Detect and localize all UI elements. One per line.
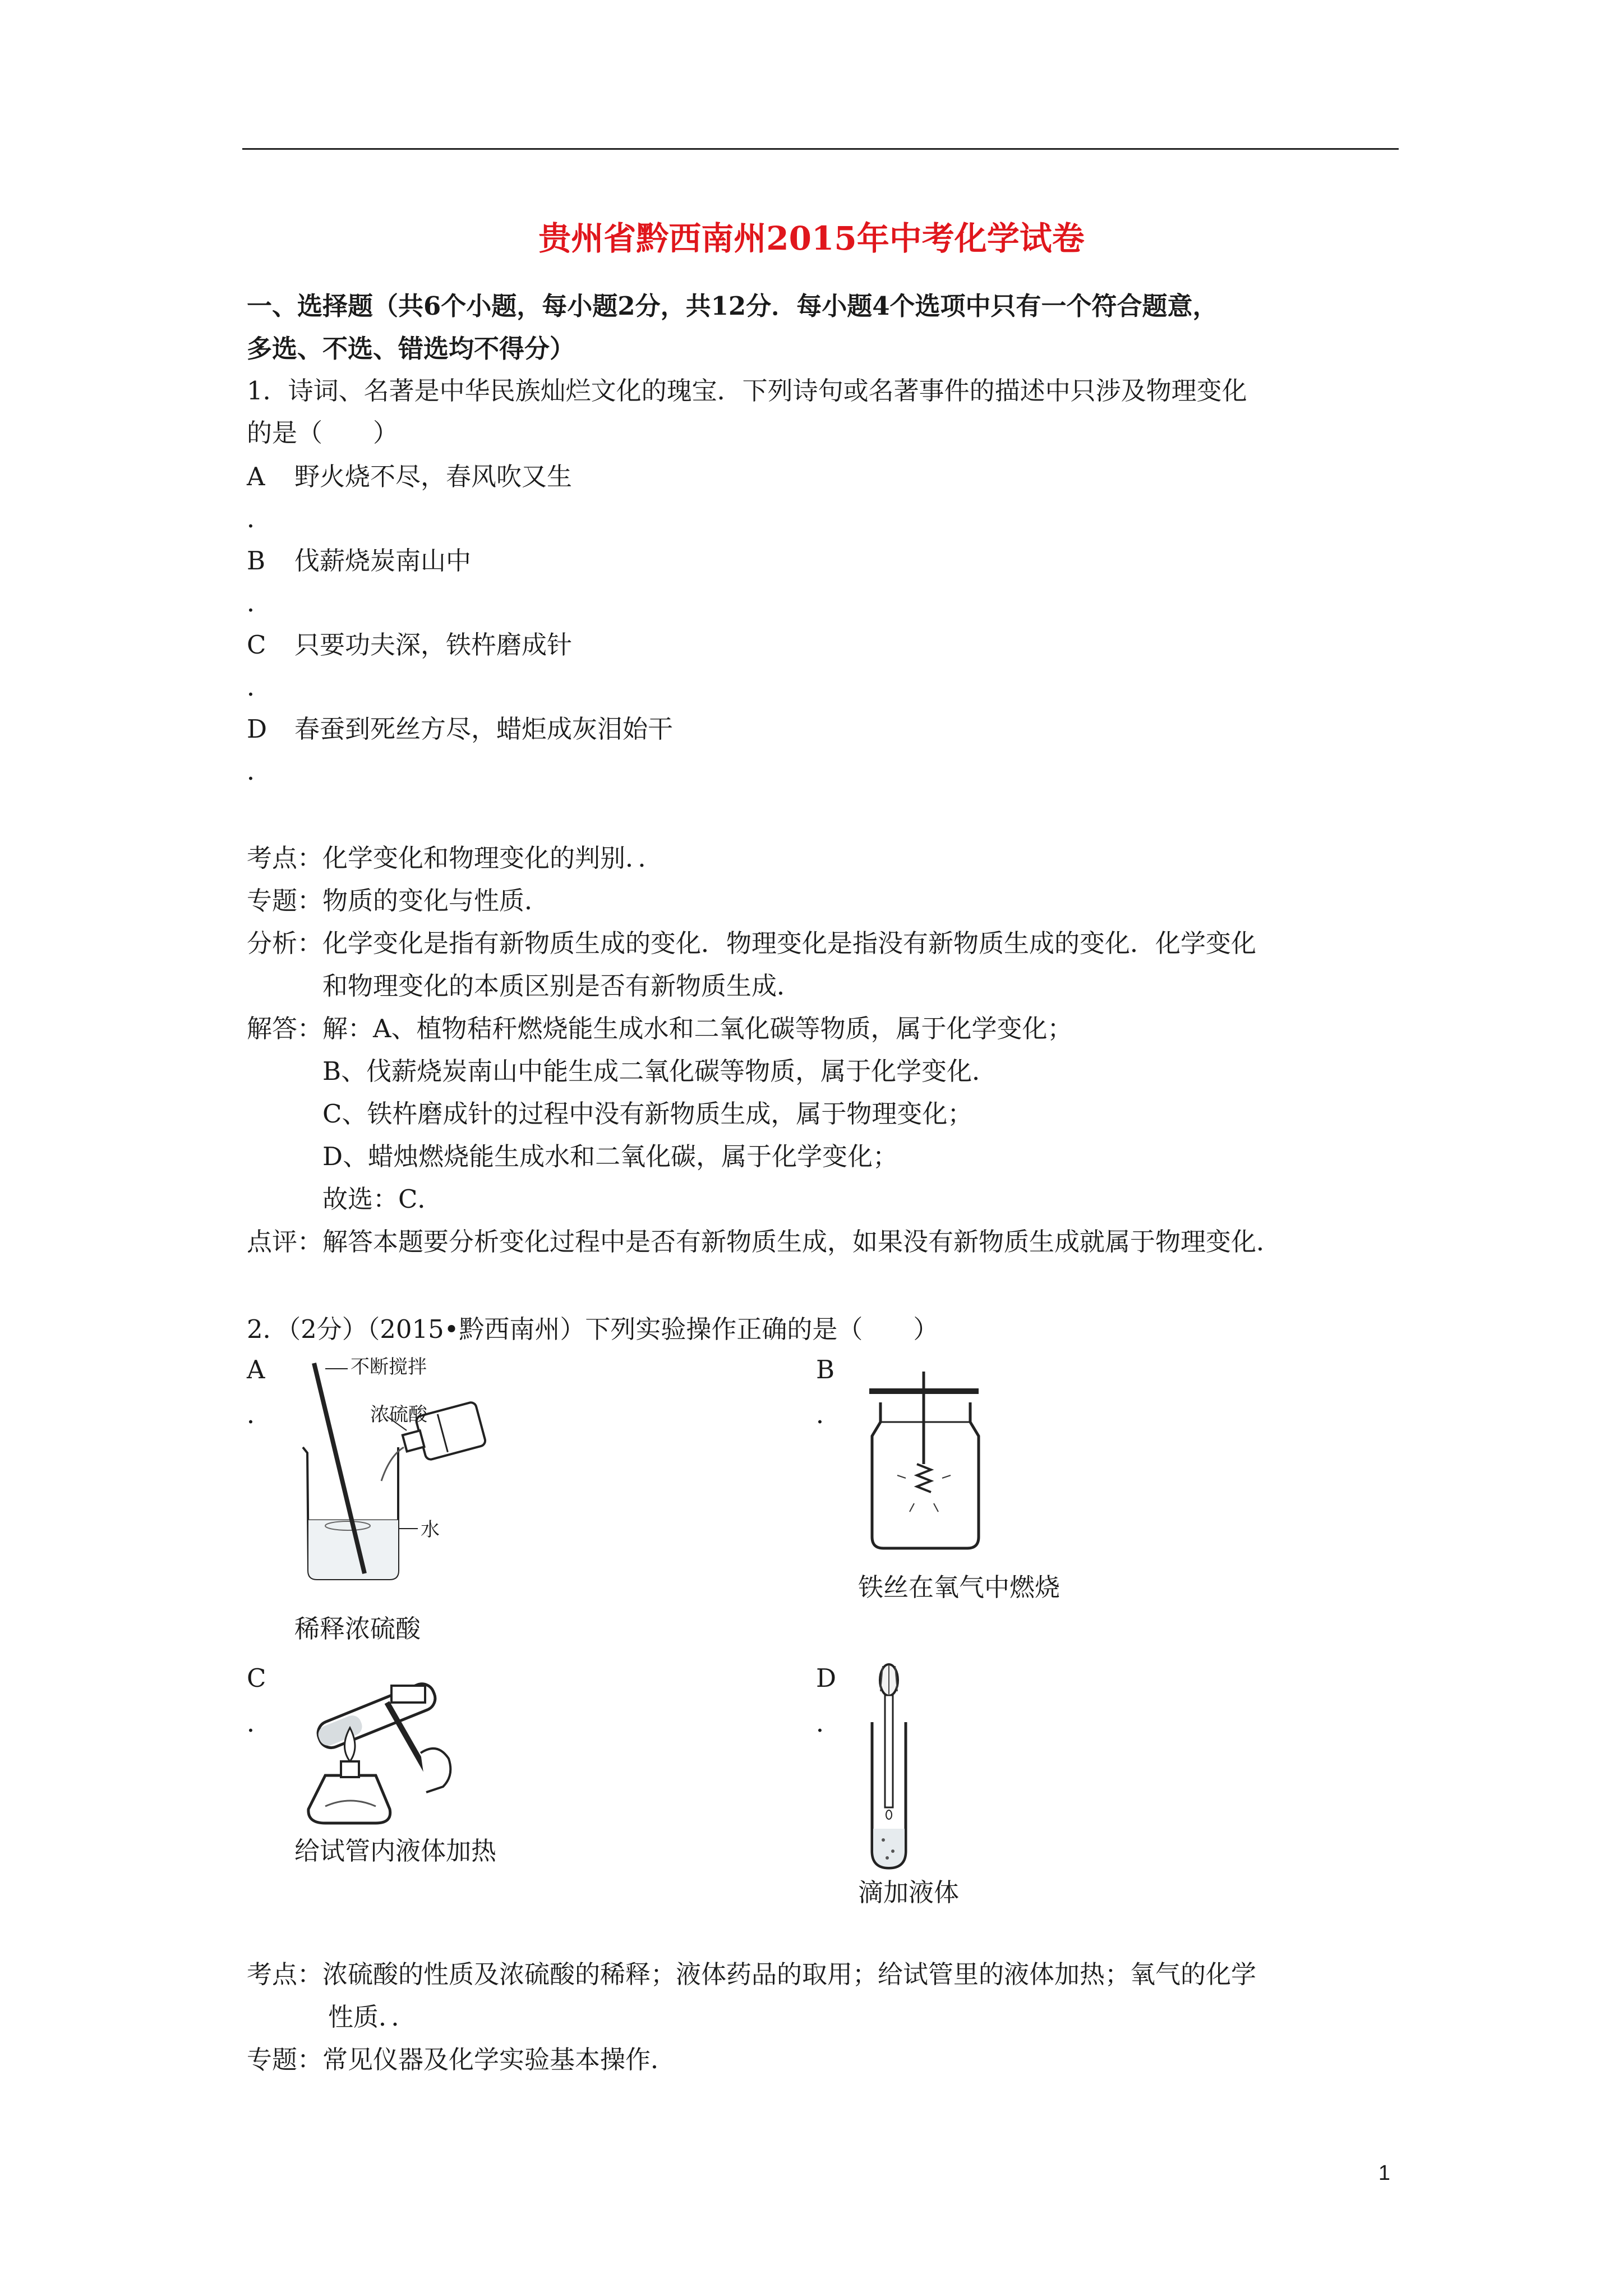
q2-option-d-letter: D	[816, 1663, 837, 1693]
q2-option-b-dot: ．	[816, 1400, 842, 1429]
q2-option-d-caption: 滴加液体	[858, 1878, 960, 1907]
q1-option-d-letter: D	[247, 714, 268, 744]
heat-test-tube-figure	[292, 1663, 477, 1832]
q1-option-a-letter: A	[247, 462, 265, 491]
q1-option-a-dot: ．	[247, 504, 273, 533]
q1-jieda-line2: B、伐薪烧炭南山中能生成二氧化碳等物质，属于化学变化．	[322, 1056, 998, 1086]
q1-option-d-text: 春蚕到死丝方尽，蜡炬成灰泪始干	[294, 714, 674, 744]
q1-jieda-line1: 解答：解：A、植物秸秆燃烧能生成水和二氧化碳等物质，属于化学变化；	[247, 1014, 1073, 1043]
q2-kaodian-line2: 性质．．	[328, 2002, 417, 2032]
q2-option-c-dot: ．	[247, 1708, 273, 1738]
q1-stem-line1: 1．诗词、名著是中华民族灿烂文化的瑰宝．下列诗句或名著事件的描述中只涉及物理变化	[247, 376, 1247, 406]
q1-option-b-letter: B	[247, 546, 266, 576]
q2-option-a-letter: A	[247, 1355, 265, 1384]
drop-liquid-figure	[858, 1660, 920, 1874]
q2-option-a-dot: ．	[247, 1400, 273, 1429]
q1-option-c-letter: C	[247, 630, 266, 660]
q1-jieda-line3: C、铁杵磨成针的过程中没有新物质生成，属于物理变化；	[322, 1099, 973, 1129]
iron-wire-burning-figure	[858, 1369, 987, 1554]
section-heading-line1: 一、选择题（共6个小题，每小题2分，共12分．每小题4个选项中只有一个符合题意，	[247, 291, 1218, 321]
q1-jieda-line4: D、蜡烛燃烧能生成水和二氧化碳，属于化学变化；	[322, 1142, 898, 1171]
section-heading-line2: 多选、不选、错选均不得分）	[247, 334, 575, 364]
page-number: 1	[1378, 2161, 1390, 2185]
q1-option-a-text: 野火烧不尽，春风吹又生	[294, 462, 573, 491]
q1-option-d-dot: ．	[247, 756, 273, 786]
q2-option-c-letter: C	[247, 1663, 266, 1693]
q1-option-b-dot: ．	[247, 588, 273, 618]
q1-zhuanti: 专题：物质的变化与性质．	[247, 886, 550, 915]
q2-stem: 2．（2分）（2015•黔西南州）下列实验操作正确的是（ ）	[247, 1314, 939, 1344]
dilute-sulfuric-acid-figure	[292, 1358, 499, 1593]
q1-kaodian: 考点：化学变化和物理变化的判别．．	[247, 843, 663, 873]
q2-option-b-caption: 铁丝在氧气中燃烧	[858, 1572, 1061, 1602]
q1-option-b-text: 伐薪烧炭南山中	[294, 546, 472, 576]
q2-option-c-caption: 给试管内液体加热	[294, 1836, 497, 1866]
water-label: 水	[421, 1519, 440, 1541]
q1-dianping: 点评：解答本题要分析变化过程中是否有新物质生成，如果没有新物质生成就属于物理变化．	[247, 1227, 1282, 1257]
q2-option-d-dot: ．	[816, 1708, 842, 1738]
page-title: 贵州省黔西南州2015年中考化学试卷	[538, 219, 1085, 257]
stirring-label: 不断搅拌	[351, 1356, 427, 1378]
q1-fenxi-line2: 和物理变化的本质区别是否有新物质生成．	[322, 971, 803, 1001]
q2-option-a-caption: 稀释浓硫酸	[294, 1614, 421, 1644]
q2-kaodian-line1: 考点：浓硫酸的性质及浓硫酸的稀释；液体药品的取用；给试管里的液体加热；氧气的化学	[247, 1959, 1257, 1989]
q2-option-b-letter: B	[816, 1355, 835, 1384]
q1-fenxi-line1: 分析：化学变化是指有新物质生成的变化．物理变化是指没有新物质生成的变化．化学变化	[247, 928, 1257, 958]
header-rule	[242, 148, 1399, 150]
q1-jieda-line5: 故选：C．	[322, 1184, 443, 1214]
acid-label: 浓硫酸	[370, 1404, 427, 1426]
q1-stem-line2: 的是（ ）	[247, 418, 399, 448]
q2-zhuanti: 专题：常见仪器及化学实验基本操作．	[247, 2045, 676, 2074]
q1-option-c-dot: ．	[247, 672, 273, 702]
q1-option-c-text: 只要功夫深，铁杵磨成针	[294, 630, 573, 660]
